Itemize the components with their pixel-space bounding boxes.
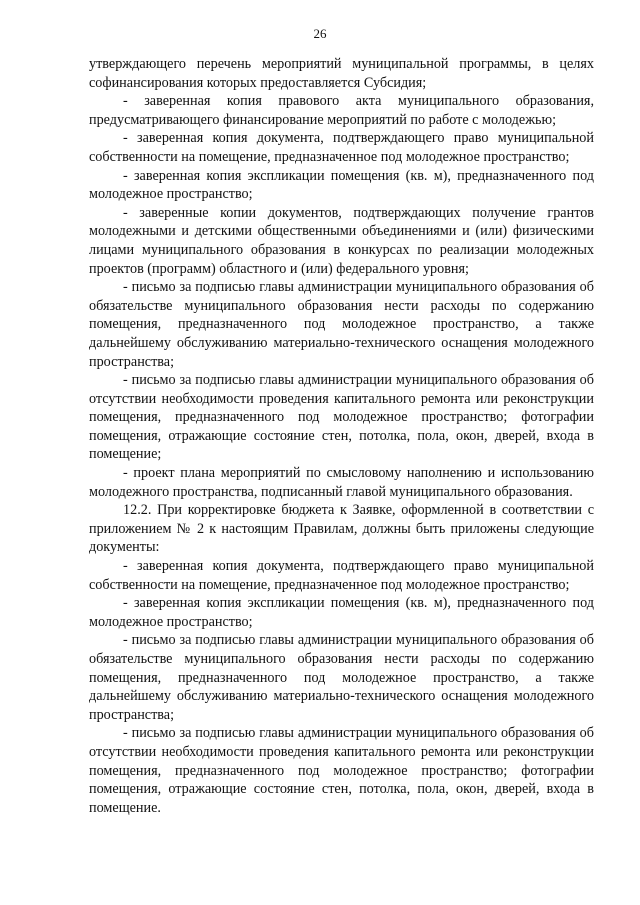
list-item-explication-copy: - заверенная копия экспликации помещения (кв. м), предназначенного под молодежное пространство;: [89, 595, 594, 630]
list-item-event-plan: - проект плана мероприятий по смысловому наполнению и использованию молодежного пространства, подписанный главой муниципального образования.: [89, 465, 594, 500]
list-item-ownership-document: - заверенная копия документа, подтверждающего право муниципальной собственности на помещение, предназначенное под молодежное пространство;: [89, 558, 594, 593]
list-item-no-repair-letter: - письмо за подписью главы администрации муниципального образования об отсутствии необходимости проведения капитального ремонта или реконструкции помещения, предназначенного под молодежное пространство; фотографии помещения, отражающие состояние стен, потолка, пола, окон, дверей, входа в помещение;: [89, 372, 594, 463]
list-item-expenses-obligation-letter: - письмо за подписью главы администрации муниципального образования об обязательстве муниципального образования нести расходы по содержанию помещения, предназначенного под молодежное пространство, а также дальнейшему обслуживанию материально-технического оснащения молодежного пространства;: [89, 279, 594, 370]
list-item-explication-copy: - заверенная копия экспликации помещения (кв. м), предназначенного под молодежное пространство;: [89, 167, 594, 203]
list-item-no-repair-letter: - письмо за подписью главы администрации муниципального образования об отсутствии необходимости проведения капитального ремонта или реконструкции помещения, предназначенного под молодежное пространство; фотографии помещения, отражающие состояние стен, потолка, пола, окон, дверей, входа в помещение.: [89, 725, 594, 816]
document-body: [89, 55, 594, 817]
list-item-grants-documents: - заверенные копии документов, подтверждающих получение грантов молодежными и детскими общественными объединениями и (или) физическими лицами муниципального образования в конкурсах по реализации молодежных проектов (программ) областного и (или) федерального уровня;: [89, 204, 594, 277]
list-item-expenses-obligation-letter: - письмо за подписью главы администрации муниципального образования об обязательстве муниципального образования нести расходы по содержанию помещения, предназначенного под молодежное пространство, а также дальнейшему обслуживанию материально-технического оснащения молодежного пространства;: [89, 632, 594, 723]
paragraph-continuation: утверждающего перечень мероприятий муниципальной программы, в целях софинансирования которых предоставляется Субсидия;: [89, 56, 594, 91]
clause-12-2: 12.2. При корректировке бюджета к Заявке, оформленной в соответствии с приложением № 2 к настоящим Правилам, должны быть приложены следующие документы:: [89, 502, 594, 556]
list-item-ownership-document: - заверенная копия документа, подтверждающего право муниципальной собственности на помещение, предназначенное под молодежное пространство;: [89, 130, 594, 165]
list-item-legal-act-copy: - заверенная копия правового акта муниципального образования, предусматривающего финансирование мероприятий по работе с молодежью;: [89, 93, 594, 128]
page-number: 26: [313, 26, 327, 41]
